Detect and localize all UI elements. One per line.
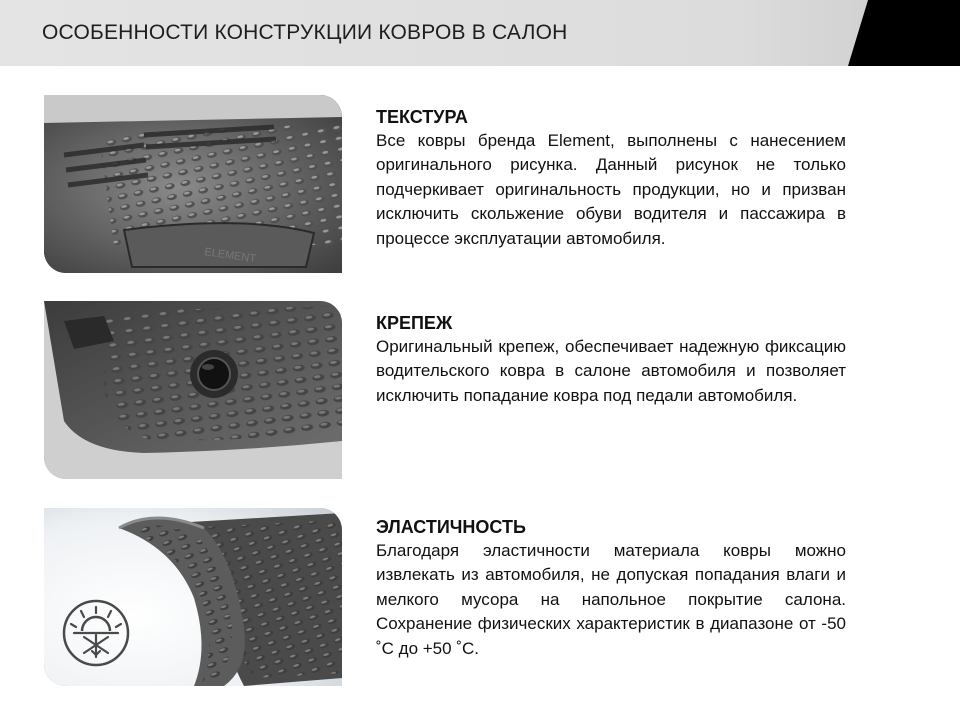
elasticity-mat-photo	[44, 508, 342, 686]
texture-mat-photo	[44, 95, 342, 273]
elasticity-mat-image	[44, 508, 342, 686]
elasticity-title: ЭЛАСТИЧНОСТЬ	[376, 517, 526, 537]
fastener-mat-photo	[44, 301, 342, 479]
texture-description: Все ковры бренда Element, выполнены с нанесением оригинального рисунка. Данный рисунок не только подчеркивает оригинальность продукции, но и призван исключить скольжение обуви водителя и пассажира в процессе эксплуатации автомобиля.	[376, 131, 846, 248]
texture-mat-image	[44, 95, 342, 273]
fastener-title: КРЕПЕЖ	[376, 313, 453, 333]
elasticity-section	[376, 515, 846, 661]
header-banner	[0, 0, 960, 66]
page-title: ОСОБЕННОСТИ КОНСТРУКЦИИ КОВРОВ В САЛОН	[42, 21, 568, 44]
fastener-mat-image	[44, 301, 342, 479]
texture-section	[376, 105, 846, 251]
elasticity-description: Благодаря эластичности материала ковры можно извлекать из автомобиля, не допуская попадания влаги и мелкого мусора на напольное покрытие салона. Сохранение физических характеристик в диапазоне от -50 ˚С до +50 ˚С.	[376, 541, 846, 658]
fastener-description: Оригинальный крепеж, обеспечивает надежную фиксацию водительского ковра в салоне автомобиля и позволяет исключить попадание ковра под педали автомобиля.	[376, 337, 846, 405]
texture-title: ТЕКСТУРА	[376, 107, 468, 127]
brand-emboss: ELEMENT	[203, 246, 257, 266]
sun-snowflake-icon	[64, 601, 128, 665]
fastener-section	[376, 311, 846, 408]
